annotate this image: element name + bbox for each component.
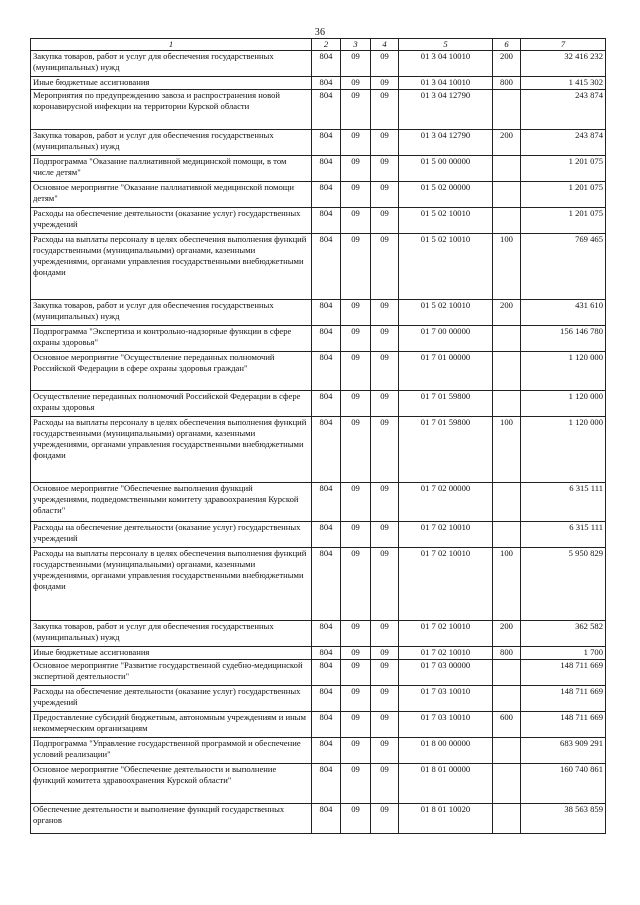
expense-type-cell: 200 <box>493 130 521 156</box>
expense-name-cell: Мероприятия по предупреждению завоза и распространения новой коронавирусной инфекции на территории Курской области <box>31 90 312 130</box>
subsection-code-cell: 09 <box>371 548 399 621</box>
target-article-cell: 01 7 00 00000 <box>399 326 493 352</box>
section-code-cell: 09 <box>341 391 371 417</box>
target-article-cell: 01 7 03 00000 <box>399 660 493 686</box>
expense-name-cell: Расходы на обеспечение деятельности (оказание услуг) государственных учреждений <box>31 522 312 548</box>
expense-name-cell: Основное мероприятие "Обеспечение деятельности и выполнение функций комитета здравоохранения Курской области" <box>31 764 312 804</box>
target-article-cell: 01 7 03 10010 <box>399 686 493 712</box>
table-row <box>31 548 606 621</box>
amount-cell: 38 563 859 <box>521 804 606 834</box>
table-row <box>31 300 606 326</box>
amount-cell: 243 874 <box>521 90 606 130</box>
target-article-cell: 01 7 02 10010 <box>399 548 493 621</box>
table-row <box>31 130 606 156</box>
subsection-code-cell: 09 <box>371 352 399 391</box>
expense-name-cell: Закупка товаров, работ и услуг для обеспечения государственных (муниципальных) нужд <box>31 130 312 156</box>
expense-name-cell: Предоставление субсидий бюджетным, автономным учреждениям и иным некоммерческим организациям <box>31 712 312 738</box>
subsection-code-cell: 09 <box>371 130 399 156</box>
target-article-cell: 01 8 01 10020 <box>399 804 493 834</box>
expense-name-cell: Расходы на обеспечение деятельности (оказание услуг) государственных учреждений <box>31 208 312 234</box>
expense-type-cell: 200 <box>493 51 521 77</box>
expense-name-cell: Расходы на выплаты персоналу в целях обеспечения выполнения функций государственными (муниципальными) органами, казенными учреждениями, органами управления государственными внебюджетными фондами <box>31 417 312 483</box>
grbs-code-cell: 804 <box>312 483 341 522</box>
table-row <box>31 647 606 660</box>
table-row <box>31 182 606 208</box>
grbs-code-cell: 804 <box>312 234 341 300</box>
column-number-1: 1 <box>31 39 312 51</box>
target-article-cell: 01 3 04 10010 <box>399 51 493 77</box>
target-article-cell: 01 7 02 10010 <box>399 647 493 660</box>
grbs-code-cell: 804 <box>312 208 341 234</box>
expense-type-cell <box>493 90 521 130</box>
expense-type-cell: 100 <box>493 417 521 483</box>
subsection-code-cell: 09 <box>371 234 399 300</box>
expense-name-cell: Расходы на обеспечение деятельности (оказание услуг) государственных учреждений <box>31 686 312 712</box>
amount-cell: 32 416 232 <box>521 51 606 77</box>
grbs-code-cell: 804 <box>312 522 341 548</box>
subsection-code-cell: 09 <box>371 712 399 738</box>
expense-name-cell: Подпрограмма "Управление государственной программой и обеспечение условий реализации" <box>31 738 312 764</box>
target-article-cell: 01 3 04 12790 <box>399 130 493 156</box>
expense-type-cell: 100 <box>493 548 521 621</box>
table-row <box>31 712 606 738</box>
subsection-code-cell: 09 <box>371 647 399 660</box>
section-code-cell: 09 <box>341 352 371 391</box>
section-code-cell: 09 <box>341 621 371 647</box>
table-row <box>31 764 606 804</box>
section-code-cell: 09 <box>341 182 371 208</box>
expense-name-cell: Расходы на выплаты персоналу в целях обеспечения выполнения функций государственными (муниципальными) органами, казенными учреждениями, органами управления государственными внебюджетными фондами <box>31 234 312 300</box>
column-number-5: 5 <box>399 39 493 51</box>
subsection-code-cell: 09 <box>371 182 399 208</box>
target-article-cell: 01 8 01 00000 <box>399 764 493 804</box>
amount-cell: 148 711 669 <box>521 660 606 686</box>
table-row <box>31 208 606 234</box>
amount-cell: 148 711 669 <box>521 712 606 738</box>
subsection-code-cell: 09 <box>371 522 399 548</box>
expense-name-cell: Расходы на выплаты персоналу в целях обеспечения выполнения функций государственными (муниципальными) органами, казенными учреждениями, органами управления государственными внебюджетными фондами <box>31 548 312 621</box>
table-row <box>31 391 606 417</box>
target-article-cell: 01 7 01 59800 <box>399 417 493 483</box>
expense-name-cell: Иные бюджетные ассигнования <box>31 77 312 90</box>
target-article-cell: 01 7 02 10010 <box>399 621 493 647</box>
amount-cell: 683 909 291 <box>521 738 606 764</box>
subsection-code-cell: 09 <box>371 156 399 182</box>
table-row <box>31 77 606 90</box>
grbs-code-cell: 804 <box>312 352 341 391</box>
section-code-cell: 09 <box>341 804 371 834</box>
target-article-cell: 01 3 04 12790 <box>399 90 493 130</box>
amount-cell: 1 201 075 <box>521 182 606 208</box>
table-row <box>31 738 606 764</box>
section-code-cell: 09 <box>341 77 371 90</box>
section-code-cell: 09 <box>341 326 371 352</box>
grbs-code-cell: 804 <box>312 647 341 660</box>
subsection-code-cell: 09 <box>371 738 399 764</box>
section-code-cell: 09 <box>341 522 371 548</box>
table-row <box>31 522 606 548</box>
section-code-cell: 09 <box>341 300 371 326</box>
section-code-cell: 09 <box>341 483 371 522</box>
expense-type-cell <box>493 352 521 391</box>
target-article-cell: 01 3 04 10010 <box>399 77 493 90</box>
target-article-cell: 01 7 03 10010 <box>399 712 493 738</box>
subsection-code-cell: 09 <box>371 90 399 130</box>
table-row <box>31 90 606 130</box>
table-row <box>31 352 606 391</box>
section-code-cell: 09 <box>341 764 371 804</box>
amount-cell: 431 610 <box>521 300 606 326</box>
target-article-cell: 01 7 02 00000 <box>399 483 493 522</box>
expense-type-cell <box>493 326 521 352</box>
expense-name-cell: Закупка товаров, работ и услуг для обеспечения государственных (муниципальных) нужд <box>31 51 312 77</box>
expense-type-cell: 800 <box>493 647 521 660</box>
table-row <box>31 234 606 300</box>
expense-type-cell <box>493 660 521 686</box>
subsection-code-cell: 09 <box>371 764 399 804</box>
subsection-code-cell: 09 <box>371 660 399 686</box>
subsection-code-cell: 09 <box>371 77 399 90</box>
subsection-code-cell: 09 <box>371 686 399 712</box>
target-article-cell: 01 5 02 00000 <box>399 182 493 208</box>
section-code-cell: 09 <box>341 686 371 712</box>
target-article-cell: 01 8 00 00000 <box>399 738 493 764</box>
grbs-code-cell: 804 <box>312 156 341 182</box>
section-code-cell: 09 <box>341 156 371 182</box>
grbs-code-cell: 804 <box>312 417 341 483</box>
column-number-6: 6 <box>493 39 521 51</box>
column-number-7: 7 <box>521 39 606 51</box>
target-article-cell: 01 7 01 00000 <box>399 352 493 391</box>
section-code-cell: 09 <box>341 548 371 621</box>
expense-name-cell: Основное мероприятие "Обеспечение выполнения функций учреждениями, подведомственными комитету здравоохранения Курской области" <box>31 483 312 522</box>
expense-type-cell <box>493 483 521 522</box>
amount-cell: 1 415 302 <box>521 77 606 90</box>
column-number-header-row <box>31 39 606 51</box>
expense-type-cell <box>493 686 521 712</box>
table-row <box>31 51 606 77</box>
amount-cell: 243 874 <box>521 130 606 156</box>
grbs-code-cell: 804 <box>312 300 341 326</box>
section-code-cell: 09 <box>341 712 371 738</box>
budget-table <box>30 38 606 834</box>
amount-cell: 156 146 780 <box>521 326 606 352</box>
column-number-2: 2 <box>312 39 341 51</box>
section-code-cell: 09 <box>341 90 371 130</box>
expense-name-cell: Основное мероприятие "Осуществление переданных полномочий Российской Федерации в сфере охраны здоровья граждан" <box>31 352 312 391</box>
table-row <box>31 326 606 352</box>
subsection-code-cell: 09 <box>371 804 399 834</box>
amount-cell: 1 201 075 <box>521 208 606 234</box>
section-code-cell: 09 <box>341 738 371 764</box>
grbs-code-cell: 804 <box>312 51 341 77</box>
section-code-cell: 09 <box>341 660 371 686</box>
target-article-cell: 01 5 00 00000 <box>399 156 493 182</box>
grbs-code-cell: 804 <box>312 804 341 834</box>
expense-name-cell: Основное мероприятие "Развитие государственной судебно-медицинской экспертной деятельности" <box>31 660 312 686</box>
expense-type-cell: 200 <box>493 621 521 647</box>
subsection-code-cell: 09 <box>371 208 399 234</box>
expense-name-cell: Закупка товаров, работ и услуг для обеспечения государственных (муниципальных) нужд <box>31 300 312 326</box>
table-row <box>31 660 606 686</box>
column-number-3: 3 <box>341 39 371 51</box>
expense-type-cell <box>493 391 521 417</box>
grbs-code-cell: 804 <box>312 548 341 621</box>
expense-name-cell: Осуществление переданных полномочий Российской Федерации в сфере охраны здоровья <box>31 391 312 417</box>
amount-cell: 769 465 <box>521 234 606 300</box>
amount-cell: 6 315 111 <box>521 483 606 522</box>
table-row <box>31 686 606 712</box>
table-row <box>31 483 606 522</box>
section-code-cell: 09 <box>341 417 371 483</box>
section-code-cell: 09 <box>341 647 371 660</box>
expense-type-cell <box>493 156 521 182</box>
subsection-code-cell: 09 <box>371 621 399 647</box>
amount-cell: 362 582 <box>521 621 606 647</box>
table-row <box>31 804 606 834</box>
expense-type-cell: 600 <box>493 712 521 738</box>
grbs-code-cell: 804 <box>312 391 341 417</box>
grbs-code-cell: 804 <box>312 738 341 764</box>
expense-type-cell <box>493 804 521 834</box>
amount-cell: 148 711 669 <box>521 686 606 712</box>
section-code-cell: 09 <box>341 130 371 156</box>
grbs-code-cell: 804 <box>312 764 341 804</box>
amount-cell: 5 950 829 <box>521 548 606 621</box>
expense-name-cell: Основное мероприятие "Оказание паллиативной медицинской помощи детям" <box>31 182 312 208</box>
expense-name-cell: Обеспечение деятельности и выполнение функций государственных органов <box>31 804 312 834</box>
expense-name-cell: Закупка товаров, работ и услуг для обеспечения государственных (муниципальных) нужд <box>31 621 312 647</box>
grbs-code-cell: 804 <box>312 621 341 647</box>
target-article-cell: 01 5 02 10010 <box>399 300 493 326</box>
grbs-code-cell: 804 <box>312 686 341 712</box>
expense-type-cell: 800 <box>493 77 521 90</box>
grbs-code-cell: 804 <box>312 326 341 352</box>
amount-cell: 6 315 111 <box>521 522 606 548</box>
page-number: 36 <box>314 27 326 38</box>
target-article-cell: 01 7 02 10010 <box>399 522 493 548</box>
section-code-cell: 09 <box>341 208 371 234</box>
expense-type-cell <box>493 764 521 804</box>
subsection-code-cell: 09 <box>371 391 399 417</box>
subsection-code-cell: 09 <box>371 326 399 352</box>
expense-type-cell <box>493 738 521 764</box>
expense-type-cell <box>493 182 521 208</box>
grbs-code-cell: 804 <box>312 712 341 738</box>
target-article-cell: 01 5 02 10010 <box>399 234 493 300</box>
subsection-code-cell: 09 <box>371 51 399 77</box>
table-row <box>31 156 606 182</box>
subsection-code-cell: 09 <box>371 300 399 326</box>
expense-type-cell: 200 <box>493 300 521 326</box>
expense-name-cell: Подпрограмма "Оказание паллиативной медицинской помощи, в том числе детям" <box>31 156 312 182</box>
expense-name-cell: Иные бюджетные ассигнования <box>31 647 312 660</box>
column-number-4: 4 <box>371 39 399 51</box>
table-row <box>31 417 606 483</box>
target-article-cell: 01 7 01 59800 <box>399 391 493 417</box>
grbs-code-cell: 804 <box>312 130 341 156</box>
amount-cell: 1 120 000 <box>521 391 606 417</box>
target-article-cell: 01 5 02 10010 <box>399 208 493 234</box>
grbs-code-cell: 804 <box>312 77 341 90</box>
amount-cell: 1 120 000 <box>521 352 606 391</box>
table-body <box>31 51 606 834</box>
section-code-cell: 09 <box>341 234 371 300</box>
amount-cell: 1 120 000 <box>521 417 606 483</box>
amount-cell: 160 740 861 <box>521 764 606 804</box>
expense-type-cell <box>493 522 521 548</box>
grbs-code-cell: 804 <box>312 90 341 130</box>
amount-cell: 1 700 <box>521 647 606 660</box>
grbs-code-cell: 804 <box>312 182 341 208</box>
amount-cell: 1 201 075 <box>521 156 606 182</box>
table-row <box>31 621 606 647</box>
subsection-code-cell: 09 <box>371 417 399 483</box>
expense-type-cell: 100 <box>493 234 521 300</box>
grbs-code-cell: 804 <box>312 660 341 686</box>
section-code-cell: 09 <box>341 51 371 77</box>
expense-type-cell <box>493 208 521 234</box>
subsection-code-cell: 09 <box>371 483 399 522</box>
expense-name-cell: Подпрограмма "Экспертиза и контрольно-надзорные функции в сфере охраны здоровья" <box>31 326 312 352</box>
